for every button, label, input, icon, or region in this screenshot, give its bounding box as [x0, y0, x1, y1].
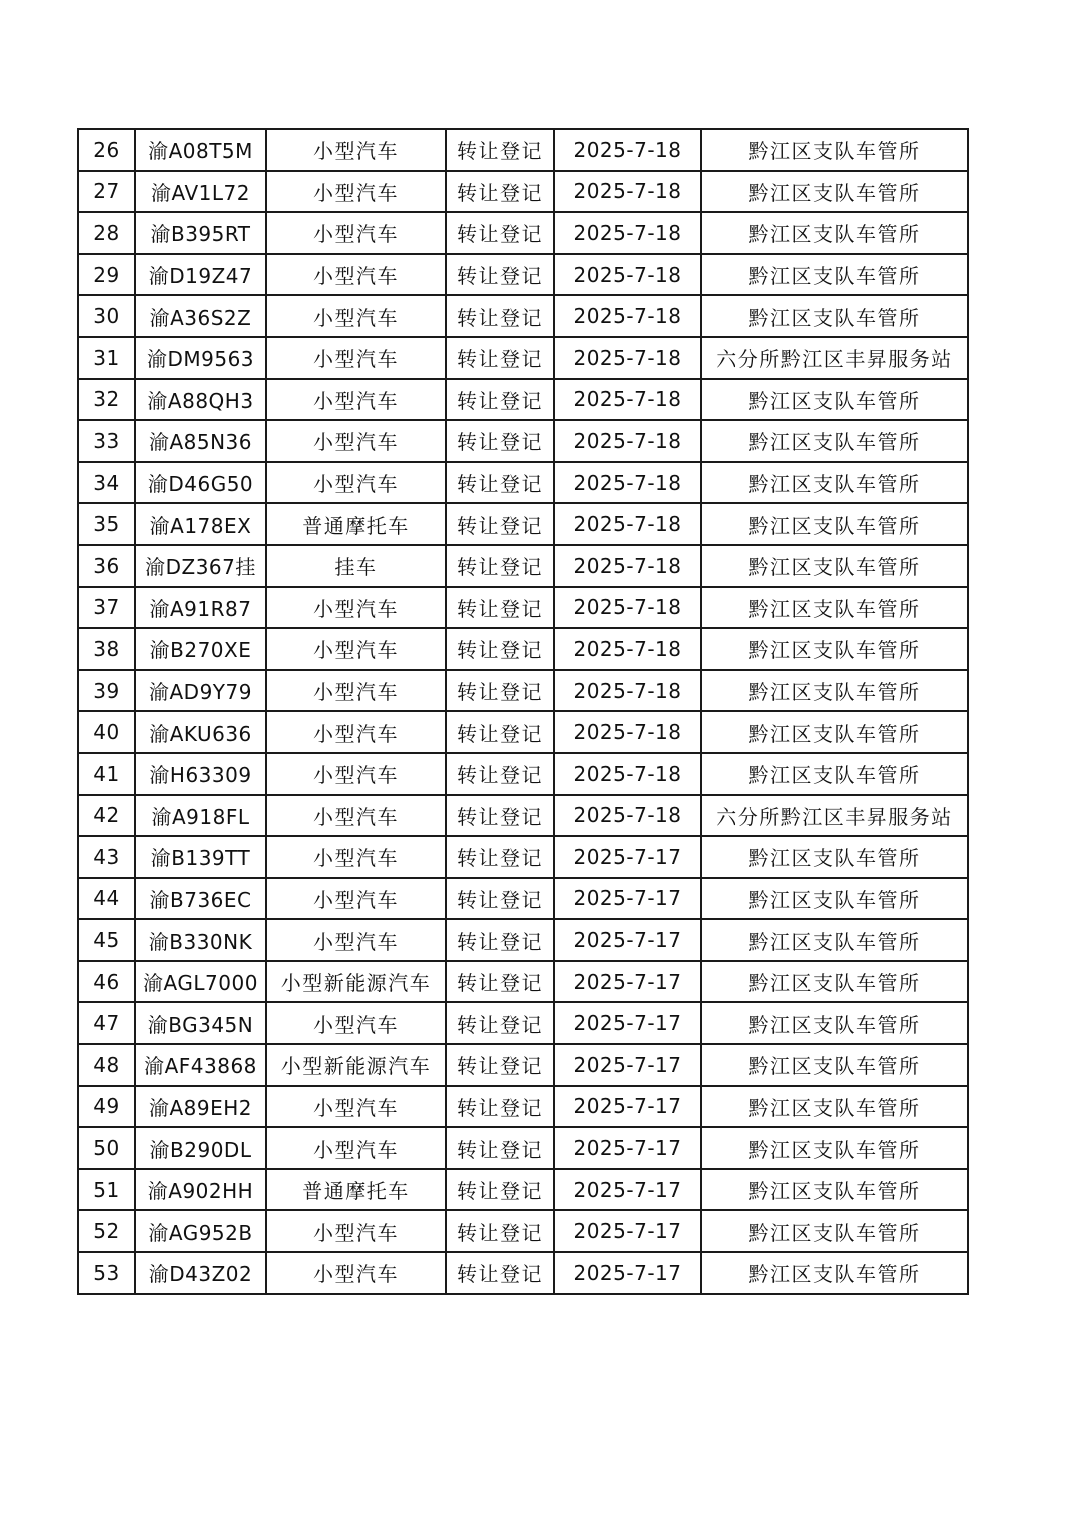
office-name-cell: 黔江区支队车管所: [701, 1044, 968, 1086]
registration-date-cell: 2025-7-18: [554, 254, 701, 296]
row-number-cell: 46: [78, 961, 135, 1003]
table-row: [78, 753, 968, 795]
registration-table-container: [77, 128, 967, 1295]
vehicle-type-cell: 小型汽车: [266, 171, 446, 213]
office-name-cell: 黔江区支队车管所: [701, 1169, 968, 1211]
business-type-cell: 转让登记: [446, 337, 554, 379]
vehicle-type-cell: 小型新能源汽车: [266, 1044, 446, 1086]
vehicle-type-cell: 小型汽车: [266, 711, 446, 753]
registration-date-cell: 2025-7-17: [554, 1210, 701, 1252]
business-type-cell: 转让登记: [446, 462, 554, 504]
table-row: [78, 1127, 968, 1169]
plate-number-cell: 渝AV1L72: [135, 171, 266, 213]
office-name-cell: 黔江区支队车管所: [701, 254, 968, 296]
registration-date-cell: 2025-7-18: [554, 795, 701, 837]
vehicle-type-cell: 小型新能源汽车: [266, 961, 446, 1003]
vehicle-type-cell: 小型汽车: [266, 795, 446, 837]
business-type-cell: 转让登记: [446, 961, 554, 1003]
business-type-cell: 转让登记: [446, 1086, 554, 1128]
registration-date-cell: 2025-7-18: [554, 628, 701, 670]
row-number-cell: 53: [78, 1252, 135, 1294]
registration-date-cell: 2025-7-17: [554, 1169, 701, 1211]
vehicle-transfer-table: [77, 128, 969, 1295]
business-type-cell: 转让登记: [446, 1127, 554, 1169]
table-row: [78, 1044, 968, 1086]
registration-date-cell: 2025-7-18: [554, 753, 701, 795]
plate-number-cell: 渝A91R87: [135, 587, 266, 629]
business-type-cell: 转让登记: [446, 1169, 554, 1211]
vehicle-type-cell: 小型汽车: [266, 420, 446, 462]
vehicle-type-cell: 小型汽车: [266, 462, 446, 504]
vehicle-type-cell: 小型汽车: [266, 1127, 446, 1169]
business-type-cell: 转让登记: [446, 254, 554, 296]
office-name-cell: 黔江区支队车管所: [701, 379, 968, 421]
business-type-cell: 转让登记: [446, 379, 554, 421]
row-number-cell: 33: [78, 420, 135, 462]
registration-date-cell: 2025-7-17: [554, 1044, 701, 1086]
row-number-cell: 35: [78, 503, 135, 545]
plate-number-cell: 渝DM9563: [135, 337, 266, 379]
business-type-cell: 转让登记: [446, 503, 554, 545]
row-number-cell: 26: [78, 129, 135, 171]
office-name-cell: 黔江区支队车管所: [701, 878, 968, 920]
business-type-cell: 转让登记: [446, 1252, 554, 1294]
registration-date-cell: 2025-7-18: [554, 129, 701, 171]
table-row: [78, 337, 968, 379]
table-row: [78, 587, 968, 629]
registration-date-cell: 2025-7-18: [554, 670, 701, 712]
row-number-cell: 40: [78, 711, 135, 753]
office-name-cell: 六分所黔江区丰昇服务站: [701, 337, 968, 379]
plate-number-cell: 渝B290DL: [135, 1127, 266, 1169]
registration-date-cell: 2025-7-18: [554, 711, 701, 753]
vehicle-type-cell: 小型汽车: [266, 337, 446, 379]
vehicle-type-cell: 挂车: [266, 545, 446, 587]
business-type-cell: 转让登记: [446, 129, 554, 171]
office-name-cell: 黔江区支队车管所: [701, 1127, 968, 1169]
table-row: [78, 711, 968, 753]
plate-number-cell: 渝A36S2Z: [135, 295, 266, 337]
vehicle-type-cell: 小型汽车: [266, 670, 446, 712]
table-row: [78, 961, 968, 1003]
business-type-cell: 转让登记: [446, 878, 554, 920]
row-number-cell: 39: [78, 670, 135, 712]
row-number-cell: 50: [78, 1127, 135, 1169]
table-row: [78, 836, 968, 878]
office-name-cell: 黔江区支队车管所: [701, 462, 968, 504]
row-number-cell: 43: [78, 836, 135, 878]
row-number-cell: 44: [78, 878, 135, 920]
row-number-cell: 30: [78, 295, 135, 337]
table-row: [78, 420, 968, 462]
row-number-cell: 49: [78, 1086, 135, 1128]
vehicle-type-cell: 小型汽车: [266, 295, 446, 337]
registration-date-cell: 2025-7-18: [554, 462, 701, 504]
registration-date-cell: 2025-7-18: [554, 420, 701, 462]
office-name-cell: 黔江区支队车管所: [701, 129, 968, 171]
business-type-cell: 转让登记: [446, 1210, 554, 1252]
office-name-cell: 黔江区支队车管所: [701, 1252, 968, 1294]
plate-number-cell: 渝B270XE: [135, 628, 266, 670]
vehicle-type-cell: 小型汽车: [266, 254, 446, 296]
registration-date-cell: 2025-7-18: [554, 587, 701, 629]
table-row: [78, 379, 968, 421]
table-row: [78, 545, 968, 587]
office-name-cell: 黔江区支队车管所: [701, 753, 968, 795]
row-number-cell: 34: [78, 462, 135, 504]
office-name-cell: 黔江区支队车管所: [701, 670, 968, 712]
plate-number-cell: 渝DZ367挂: [135, 545, 266, 587]
row-number-cell: 47: [78, 1002, 135, 1044]
business-type-cell: 转让登记: [446, 795, 554, 837]
registration-date-cell: 2025-7-18: [554, 503, 701, 545]
office-name-cell: 黔江区支队车管所: [701, 171, 968, 213]
vehicle-type-cell: 普通摩托车: [266, 1169, 446, 1211]
business-type-cell: 转让登记: [446, 1002, 554, 1044]
row-number-cell: 36: [78, 545, 135, 587]
vehicle-type-cell: 小型汽车: [266, 1086, 446, 1128]
plate-number-cell: 渝B736EC: [135, 878, 266, 920]
registration-date-cell: 2025-7-17: [554, 836, 701, 878]
table-row: [78, 1086, 968, 1128]
plate-number-cell: 渝H63309: [135, 753, 266, 795]
registration-date-cell: 2025-7-17: [554, 961, 701, 1003]
business-type-cell: 转让登记: [446, 919, 554, 961]
table-row: [78, 212, 968, 254]
vehicle-type-cell: 普通摩托车: [266, 503, 446, 545]
table-row: [78, 503, 968, 545]
table-row: [78, 171, 968, 213]
row-number-cell: 37: [78, 587, 135, 629]
office-name-cell: 黔江区支队车管所: [701, 836, 968, 878]
registration-date-cell: 2025-7-18: [554, 171, 701, 213]
plate-number-cell: 渝A89EH2: [135, 1086, 266, 1128]
plate-number-cell: 渝A88QH3: [135, 379, 266, 421]
plate-number-cell: 渝AGL7000: [135, 961, 266, 1003]
business-type-cell: 转让登记: [446, 1044, 554, 1086]
office-name-cell: 黔江区支队车管所: [701, 1002, 968, 1044]
registration-date-cell: 2025-7-17: [554, 878, 701, 920]
table-row: [78, 919, 968, 961]
registration-date-cell: 2025-7-18: [554, 295, 701, 337]
office-name-cell: 黔江区支队车管所: [701, 711, 968, 753]
plate-number-cell: 渝D19Z47: [135, 254, 266, 296]
table-row: [78, 295, 968, 337]
plate-number-cell: 渝A08T5M: [135, 129, 266, 171]
business-type-cell: 转让登记: [446, 545, 554, 587]
registration-date-cell: 2025-7-17: [554, 1252, 701, 1294]
plate-number-cell: 渝A918FL: [135, 795, 266, 837]
business-type-cell: 转让登记: [446, 171, 554, 213]
plate-number-cell: 渝AF43868: [135, 1044, 266, 1086]
business-type-cell: 转让登记: [446, 753, 554, 795]
table-row: [78, 1169, 968, 1211]
registration-date-cell: 2025-7-17: [554, 1002, 701, 1044]
vehicle-type-cell: 小型汽车: [266, 1252, 446, 1294]
office-name-cell: 黔江区支队车管所: [701, 420, 968, 462]
registration-date-cell: 2025-7-17: [554, 919, 701, 961]
row-number-cell: 38: [78, 628, 135, 670]
row-number-cell: 31: [78, 337, 135, 379]
business-type-cell: 转让登记: [446, 295, 554, 337]
plate-number-cell: 渝AG952B: [135, 1210, 266, 1252]
plate-number-cell: 渝AD9Y79: [135, 670, 266, 712]
registration-date-cell: 2025-7-17: [554, 1127, 701, 1169]
vehicle-type-cell: 小型汽车: [266, 753, 446, 795]
plate-number-cell: 渝B139TT: [135, 836, 266, 878]
row-number-cell: 48: [78, 1044, 135, 1086]
vehicle-type-cell: 小型汽车: [266, 379, 446, 421]
table-row: [78, 462, 968, 504]
row-number-cell: 41: [78, 753, 135, 795]
business-type-cell: 转让登记: [446, 670, 554, 712]
vehicle-type-cell: 小型汽车: [266, 1002, 446, 1044]
table-body: [78, 129, 968, 1294]
table-row: [78, 795, 968, 837]
table-row: [78, 1210, 968, 1252]
row-number-cell: 29: [78, 254, 135, 296]
business-type-cell: 转让登记: [446, 836, 554, 878]
row-number-cell: 51: [78, 1169, 135, 1211]
vehicle-type-cell: 小型汽车: [266, 836, 446, 878]
office-name-cell: 六分所黔江区丰昇服务站: [701, 795, 968, 837]
plate-number-cell: 渝A85N36: [135, 420, 266, 462]
business-type-cell: 转让登记: [446, 711, 554, 753]
office-name-cell: 黔江区支队车管所: [701, 295, 968, 337]
business-type-cell: 转让登记: [446, 212, 554, 254]
row-number-cell: 42: [78, 795, 135, 837]
office-name-cell: 黔江区支队车管所: [701, 1086, 968, 1128]
registration-date-cell: 2025-7-18: [554, 379, 701, 421]
business-type-cell: 转让登记: [446, 587, 554, 629]
table-row: [78, 670, 968, 712]
plate-number-cell: 渝BG345N: [135, 1002, 266, 1044]
table-row: [78, 254, 968, 296]
business-type-cell: 转让登记: [446, 420, 554, 462]
plate-number-cell: 渝B330NK: [135, 919, 266, 961]
table-row: [78, 129, 968, 171]
plate-number-cell: 渝B395RT: [135, 212, 266, 254]
registration-date-cell: 2025-7-18: [554, 545, 701, 587]
vehicle-type-cell: 小型汽车: [266, 212, 446, 254]
business-type-cell: 转让登记: [446, 628, 554, 670]
plate-number-cell: 渝D43Z02: [135, 1252, 266, 1294]
office-name-cell: 黔江区支队车管所: [701, 545, 968, 587]
plate-number-cell: 渝A178EX: [135, 503, 266, 545]
office-name-cell: 黔江区支队车管所: [701, 961, 968, 1003]
row-number-cell: 52: [78, 1210, 135, 1252]
vehicle-type-cell: 小型汽车: [266, 878, 446, 920]
table-row: [78, 628, 968, 670]
row-number-cell: 32: [78, 379, 135, 421]
vehicle-type-cell: 小型汽车: [266, 587, 446, 629]
vehicle-type-cell: 小型汽车: [266, 628, 446, 670]
registration-date-cell: 2025-7-18: [554, 337, 701, 379]
office-name-cell: 黔江区支队车管所: [701, 503, 968, 545]
vehicle-type-cell: 小型汽车: [266, 129, 446, 171]
row-number-cell: 28: [78, 212, 135, 254]
office-name-cell: 黔江区支队车管所: [701, 628, 968, 670]
table-row: [78, 878, 968, 920]
office-name-cell: 黔江区支队车管所: [701, 212, 968, 254]
office-name-cell: 黔江区支队车管所: [701, 587, 968, 629]
table-row: [78, 1252, 968, 1294]
vehicle-type-cell: 小型汽车: [266, 1210, 446, 1252]
plate-number-cell: 渝A902HH: [135, 1169, 266, 1211]
row-number-cell: 45: [78, 919, 135, 961]
table-row: [78, 1002, 968, 1044]
plate-number-cell: 渝AKU636: [135, 711, 266, 753]
vehicle-type-cell: 小型汽车: [266, 919, 446, 961]
plate-number-cell: 渝D46G50: [135, 462, 266, 504]
registration-date-cell: 2025-7-17: [554, 1086, 701, 1128]
row-number-cell: 27: [78, 171, 135, 213]
office-name-cell: 黔江区支队车管所: [701, 1210, 968, 1252]
office-name-cell: 黔江区支队车管所: [701, 919, 968, 961]
registration-date-cell: 2025-7-18: [554, 212, 701, 254]
